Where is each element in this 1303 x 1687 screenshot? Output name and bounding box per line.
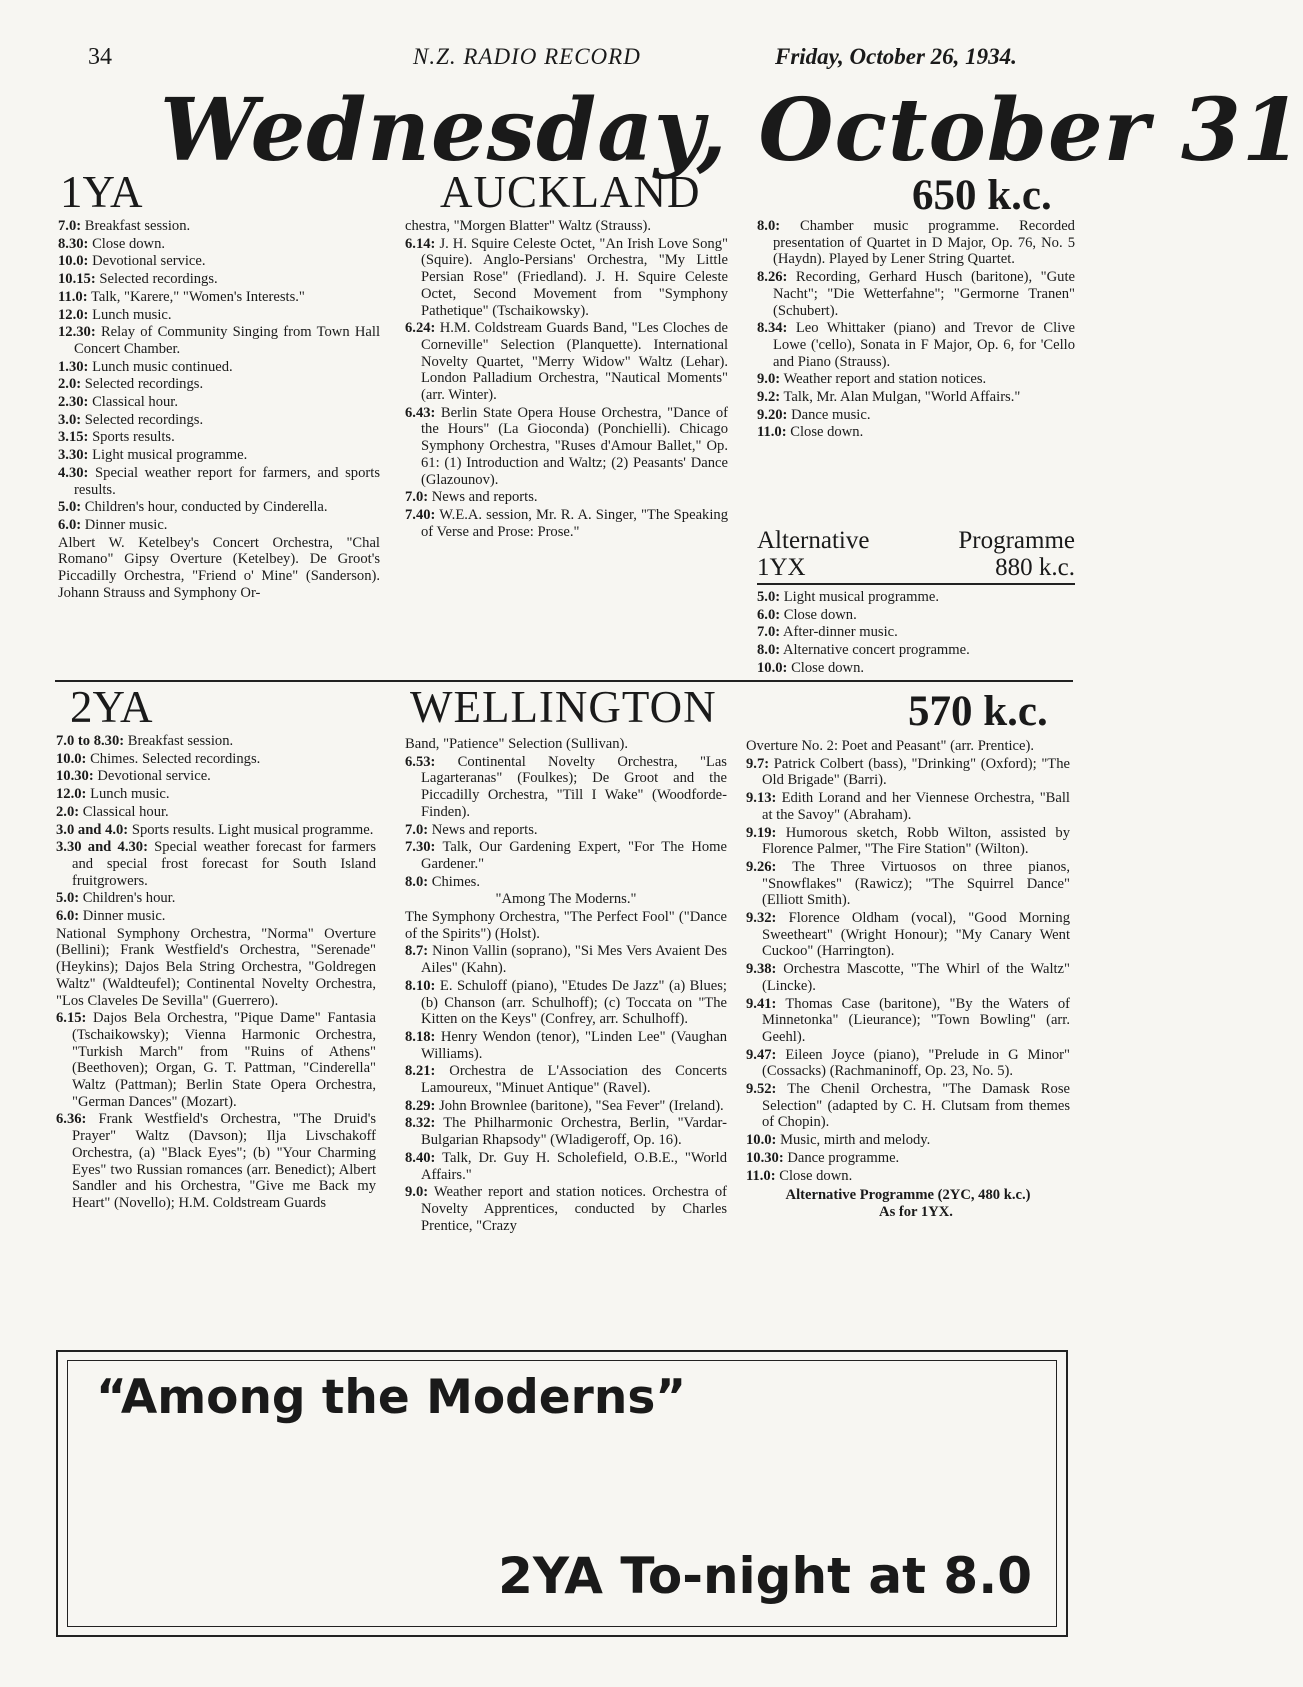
- schedule-entry: [746, 1150, 1070, 1167]
- schedule-entry: [746, 996, 1070, 1046]
- entry-time: 8.40:: [405, 1149, 436, 1166]
- schedule-entry: [405, 891, 727, 908]
- wellington-column-2: [405, 736, 727, 1235]
- entry-time: 6.0:: [757, 606, 781, 623]
- entry-text: After-dinner music.: [782, 624, 898, 641]
- entry-time: Alternative Programme (2YC, 480 k.c.): [785, 1187, 1031, 1204]
- schedule-entry: [405, 839, 727, 872]
- schedule-entry: [56, 1010, 376, 1110]
- schedule-entry: [56, 822, 376, 839]
- entry-text: Albert W. Ketelbey's Concert Orchestra, "Chal Romano" Gipsy Overture (Ketelbey). De Groot's Piccadilly Orchestra, "Friend o' Mine" (Sanderson). Johann Strauss and Symphony Or-: [58, 534, 380, 601]
- entry-time: 2.0:: [58, 376, 82, 393]
- entry-time: 2.0:: [56, 803, 80, 820]
- schedule-entry: [757, 607, 1075, 624]
- schedule-entry: [405, 1098, 727, 1115]
- schedule-entry: [58, 253, 380, 270]
- entry-time: 8.10:: [405, 977, 436, 994]
- entry-time: 7.40:: [405, 506, 436, 523]
- entry-text: Close down.: [783, 606, 857, 623]
- entry-time: 11.0:: [746, 1167, 776, 1184]
- schedule-entry: [58, 465, 380, 498]
- schedule-entry: [58, 376, 380, 393]
- schedule-entry: [746, 961, 1070, 994]
- schedule-entry: [746, 1187, 1070, 1220]
- entry-text: Close down.: [791, 659, 865, 676]
- entry-time: 3.30 and 4.30:: [56, 839, 148, 856]
- entry-text: Edith Lorand and her Viennese Orchestra, "Ball at the Savoy" (Abraham).: [762, 790, 1070, 823]
- schedule-entry: [405, 489, 728, 506]
- entry-time: 3.15:: [58, 429, 89, 446]
- entry-text: Dinner music.: [82, 908, 166, 925]
- entry-text: Florence Oldham (vocal), "Good Morning Sweetheart" (Wright Honour); "My Canary Went Cuckoo" (Harrington).: [762, 910, 1070, 960]
- schedule-entry: [58, 271, 380, 288]
- page-number: 34: [88, 44, 112, 70]
- schedule-entry: [757, 389, 1075, 406]
- entry-text: Sports results.: [92, 429, 175, 446]
- entry-text: Breakfast session.: [84, 218, 191, 234]
- schedule-entry: [56, 751, 376, 768]
- entry-text: The Chenil Orchestra, "The Damask Rose Selection" (adapted by C. H. Clutsam from themes of Chopin).: [762, 1081, 1070, 1131]
- advert-line-1: “Among the Moderns”: [96, 1370, 687, 1425]
- entry-text: Close down.: [779, 1167, 853, 1184]
- wellington-column-1: [56, 733, 376, 1213]
- entry-text: Close down.: [92, 235, 166, 252]
- entry-time: 8.0:: [405, 873, 429, 890]
- alt-title-left: Alternative: [757, 527, 870, 554]
- schedule-entry: [746, 1047, 1070, 1080]
- schedule-entry: [757, 269, 1075, 319]
- entry-text: Dajos Bela Orchestra, "Pique Dame" Fantasia (Tschaikowsky); Vienna Harmonic Orchestra, "Turkish March" from "Ruins of Athens" (Beethoven); Organ, G. T. Pattman, "Cinderella" Waltz (Pattman); Berlin State Opera Orchestra, "German Dances" (Mozart).: [72, 1010, 376, 1110]
- schedule-entry: [757, 589, 1075, 606]
- entry-text: Selected recordings.: [99, 271, 218, 288]
- entry-time: 6.0:: [56, 908, 80, 925]
- entry-text: Lunch music.: [90, 786, 170, 803]
- schedule-entry: [58, 535, 380, 602]
- entry-text: Classical hour.: [82, 803, 169, 820]
- schedule-entry: [56, 733, 376, 750]
- schedule-entry: [405, 507, 728, 540]
- entry-time: 7.0:: [405, 821, 429, 838]
- schedule-entry: [746, 1168, 1070, 1185]
- entry-text: Dance programme.: [787, 1149, 900, 1166]
- entry-time: 9.0:: [757, 371, 781, 388]
- station-call-1ya: 1YA: [60, 167, 143, 217]
- entry-text: Orchestra Mascotte, "The Whirl of the Waltz" (Lincke).: [762, 961, 1070, 994]
- entry-text: Eileen Joyce (piano), "Prelude in G Minor" (Cossacks) (Rachmaninoff, Op. 23, No. 5).: [762, 1046, 1070, 1080]
- entry-time: 6.0:: [58, 516, 82, 533]
- entry-time: 6.36:: [56, 1111, 87, 1128]
- schedule-entry: [58, 359, 380, 376]
- entry-time: 7.30:: [405, 839, 436, 856]
- entry-text: Orchestra de L'Association des Concerts Lamoureux, "Minuet Antique" (Ravel).: [421, 1063, 728, 1097]
- entry-text: chestra, "Morgen Blatter" Waltz (Strauss).: [405, 218, 652, 234]
- issue-date: Friday, October 26, 1934.: [775, 44, 1017, 69]
- entry-time: 10.30:: [56, 768, 94, 785]
- alt-title-right: Programme: [958, 527, 1075, 554]
- entry-text: Band, "Patience" Selection (Sullivan).: [405, 736, 629, 752]
- schedule-entry: [56, 908, 376, 925]
- entry-text: Relay of Community Singing from Town Hall Concert Chamber.: [74, 324, 380, 357]
- entry-time: 8.18:: [405, 1028, 436, 1045]
- entry-text: Continental Novelty Orchestra, "Las Lagarteranas" (Foulkes); De Groot and the Piccadilly Orchestra, "Till I Wake" (Woodforde-Finden).: [421, 753, 727, 820]
- schedule-entry: [58, 429, 380, 446]
- day-title: Wednesday, October 31: [160, 80, 1303, 181]
- entry-text: Talk, Dr. Guy H. Scholefield, O.B.E., "World Affairs.": [421, 1149, 727, 1183]
- entry-text: Talk, Our Gardening Expert, "For The Home Gardener.": [421, 839, 727, 872]
- entry-text: As for 1YX.: [879, 1203, 953, 1220]
- entry-text: Children's hour.: [82, 890, 176, 907]
- schedule-entry: [58, 324, 380, 357]
- schedule-entry: [405, 754, 727, 821]
- schedule-entry: [746, 910, 1070, 960]
- schedule-entry: [58, 218, 380, 235]
- schedule-entry: [746, 1081, 1070, 1131]
- schedule-entry: [757, 218, 1075, 268]
- entry-time: 6.15:: [56, 1010, 87, 1027]
- schedule-entry: [757, 407, 1075, 424]
- entry-time: 2.30:: [58, 394, 89, 411]
- entry-time: 10.15:: [58, 271, 96, 288]
- entry-time: 7.0 to 8.30:: [56, 733, 125, 749]
- schedule-entry: [757, 320, 1075, 370]
- schedule-entry: [58, 499, 380, 516]
- entry-text: E. Schuloff (piano), "Etudes De Jazz" (a) Blues; (b) Chanson (arr. Schulhoff); (c) Toccata on "The Kitten on the Keys" (Confrey, arr. Schulhoff).: [421, 977, 727, 1028]
- station-freq-570: 570 k.c.: [908, 688, 1048, 735]
- entry-time: 9.13:: [746, 790, 777, 807]
- entry-text: Sports results. Light musical programme.: [131, 821, 374, 838]
- schedule-entry: [58, 289, 380, 306]
- entry-time: 9.47:: [746, 1046, 777, 1063]
- entry-time: 11.0:: [58, 288, 88, 305]
- station-city-auckland: AUCKLAND: [440, 167, 701, 217]
- advert-box: [56, 1350, 1068, 1637]
- schedule-entry: [757, 371, 1075, 388]
- entry-text: The Philharmonic Orchestra, Berlin, "Vardar-Bulgarian Rhapsody" (Wladigeroff, Op. 16).: [421, 1115, 727, 1149]
- schedule-entry: [58, 236, 380, 253]
- entry-time: 8.30:: [58, 235, 89, 252]
- entry-text: Selected recordings.: [84, 411, 204, 428]
- entry-text: Weather report and station notices. Orchestra of Novelty Apprentices, conducted by Charles Prentice, "Crazy: [421, 1184, 727, 1234]
- entry-text: Special weather report for farmers, and sports results.: [74, 464, 380, 498]
- entry-time: 9.7:: [746, 755, 770, 772]
- alt-freq: 880 k.c.: [995, 554, 1075, 581]
- schedule-entry: [405, 978, 727, 1028]
- entry-text: Close down.: [790, 424, 864, 441]
- entry-time: 9.19:: [746, 824, 777, 841]
- schedule-entry: [58, 517, 380, 534]
- entry-time: 6.24:: [405, 320, 436, 337]
- entry-text: Weather report and station notices.: [783, 371, 987, 388]
- entry-text: Lunch music continued.: [92, 358, 233, 375]
- entry-time: 8.21:: [405, 1063, 436, 1080]
- entry-time: 9.0:: [405, 1184, 429, 1201]
- schedule-entry: [746, 1132, 1070, 1149]
- schedule-entry: [58, 412, 380, 429]
- auckland-column-1: [58, 218, 380, 602]
- entry-text: John Brownlee (baritone), "Sea Fever" (Ireland).: [439, 1097, 724, 1114]
- entry-text: Special weather forecast for farmers and special frost forecast for South Island fruitgrowers.: [72, 839, 376, 889]
- entry-text: News and reports.: [431, 489, 538, 506]
- entry-time: 7.0:: [405, 489, 429, 506]
- entry-time: 7.0:: [757, 624, 781, 641]
- entry-time: 5.0:: [56, 890, 80, 907]
- entry-text: Alternative concert programme.: [782, 642, 970, 659]
- entry-text: Children's hour, conducted by Cinderella.: [84, 499, 328, 516]
- schedule-entry: [757, 424, 1075, 441]
- schedule-entry: [56, 768, 376, 785]
- auckland-column-3: [757, 218, 1075, 442]
- entry-time: 9.38:: [746, 961, 777, 978]
- schedule-entry: [746, 825, 1070, 858]
- entry-text: W.E.A. session, Mr. R. A. Singer, "The Speaking of Verse and Prose: Prose.": [421, 506, 728, 540]
- entry-text: The Symphony Orchestra, "The Perfect Fool" ("Dance of the Spirits") (Holst).: [405, 909, 727, 942]
- entry-text: Classical hour.: [92, 394, 178, 411]
- entry-time: 6.53:: [405, 753, 436, 770]
- schedule-entry: [405, 822, 727, 839]
- publication-name: N.Z. RADIO RECORD: [413, 44, 641, 69]
- entry-text: Chimes. Selected recordings.: [90, 750, 261, 767]
- entry-time: 6.43:: [405, 404, 436, 421]
- schedule-entry: [56, 786, 376, 803]
- schedule-entry: [405, 874, 727, 891]
- entry-time: 10.0:: [746, 1132, 777, 1149]
- entry-text: The Three Virtuosos on three pianos, "Snowflakes" (Rawicz); "The Squirrel Dance" (Elliott Smith).: [762, 858, 1070, 909]
- entry-time: 11.0:: [757, 424, 787, 441]
- entry-time: 10.0:: [56, 750, 87, 767]
- entry-time: 8.26:: [757, 269, 788, 286]
- entry-text: H.M. Coldstream Guards Band, "Les Cloches de Corneville" Selection (Planquette). International Novelty Quartet, "Merry Widow" Waltz (Lehar). London Palladium Orchestra, "Nautical Moments" (arr. Winter).: [421, 320, 728, 404]
- entry-time: 12.0:: [56, 786, 87, 803]
- entry-text: Chimes.: [431, 873, 481, 890]
- schedule-entry: [405, 1184, 727, 1234]
- schedule-entry: [405, 405, 728, 489]
- entry-time: 9.52:: [746, 1081, 777, 1098]
- advert-line-2: 2YA To-night at 8.0: [498, 1547, 1032, 1605]
- entry-text: Talk, "Karere," "Women's Interests.": [90, 288, 305, 305]
- entry-text: Devotional service.: [97, 768, 211, 785]
- entry-text: "Among The Moderns.": [495, 891, 637, 908]
- alt-rule: [757, 583, 1075, 585]
- auckland-column-2: [405, 218, 728, 541]
- entry-time: 9.26:: [746, 858, 777, 875]
- entry-time: 8.29:: [405, 1097, 436, 1114]
- entry-text: Recording, Gerhard Husch (baritone), "Gute Nacht"; "Die Wetterfahne"; "Germorne Tranen" (Schubert).: [773, 269, 1075, 319]
- schedule-entry: [757, 642, 1075, 659]
- entry-time: 8.7:: [405, 943, 429, 960]
- schedule-entry: [757, 660, 1075, 677]
- alternative-programme-1yx: [757, 527, 1075, 678]
- entry-text: Ninon Vallin (soprano), "Si Mes Vers Avaient Des Ailes" (Kahn).: [421, 943, 727, 977]
- entry-text: Berlin State Opera House Orchestra, "Dance of the Hours" (La Gioconda) (Ponchielli). Chicago Symphony Orchestra, "Ruses d'Amour Ballet," Op. 61: (1) Introduction and Waltz; (2) Peasants' Dance (Glazounov).: [421, 404, 728, 488]
- entry-text: National Symphony Orchestra, "Norma" Overture (Bellini); Frank Westfield's Orchestra, "Serenade" (Heykins); Dajos Bela String Orchestra, "Goldregen Waltz" (Waldteufel); Continental Novelty Orchestra, "Los Claveles De Sevilla" (Guerrero).: [56, 925, 376, 1009]
- entry-text: Selected recordings.: [84, 376, 204, 393]
- station-freq-650: 650 k.c.: [912, 172, 1052, 219]
- schedule-entry: [405, 236, 728, 320]
- schedule-entry: [746, 738, 1070, 755]
- station-call-2ya: 2YA: [70, 682, 153, 732]
- entry-text: Dance music.: [791, 406, 871, 423]
- schedule-entry: [405, 1029, 727, 1062]
- entry-time: 3.30:: [58, 447, 89, 464]
- schedule-entry: [58, 307, 380, 324]
- schedule-entry: [757, 624, 1075, 641]
- entry-text: News and reports.: [431, 821, 538, 838]
- entry-time: 12.30:: [58, 324, 96, 341]
- schedule-entry: [405, 736, 727, 753]
- entry-time: 1.30:: [58, 358, 89, 375]
- schedule-entry: [405, 320, 728, 404]
- entry-text: Overture No. 2: Poet and Peasant" (arr. Prentice).: [746, 738, 1035, 754]
- entry-time: 3.0 and 4.0:: [56, 821, 129, 838]
- entry-text: Patrick Colbert (bass), "Drinking" (Oxford); "The Old Brigade" (Barri).: [762, 755, 1070, 789]
- schedule-entry: [405, 1063, 727, 1096]
- wellington-column-3: [746, 738, 1070, 1222]
- schedule-entry: [405, 943, 727, 976]
- schedule-entry: [58, 447, 380, 464]
- entry-time: 12.0:: [58, 306, 89, 323]
- entry-time: 9.41:: [746, 995, 777, 1012]
- schedule-entry: [405, 909, 727, 942]
- schedule-entry: [405, 1150, 727, 1183]
- schedule-entry: [405, 1115, 727, 1148]
- entry-time: 9.20:: [757, 406, 788, 423]
- entry-time: 4.30:: [58, 464, 89, 481]
- entry-time: 8.34:: [757, 320, 788, 337]
- entry-text: Humorous sketch, Robb Wilton, assisted by Florence Palmer, "The Fire Station" (Wilton).: [762, 824, 1070, 858]
- entry-time: 6.14:: [405, 235, 436, 252]
- entry-text: Devotional service.: [92, 253, 206, 270]
- entry-text: Music, mirth and melody.: [780, 1132, 931, 1149]
- entry-text: Leo Whittaker (piano) and Trevor de Clive Lowe ('cello), Sonata in F Major, Op. 6, for 'Cello and Piano (Strauss).: [773, 320, 1075, 370]
- entry-time: 7.0:: [58, 218, 82, 234]
- entry-text: Henry Wendon (tenor), "Linden Lee" (Vaughan Williams).: [421, 1028, 727, 1062]
- alt-list: [757, 589, 1075, 677]
- entry-text: Breakfast session.: [127, 733, 234, 749]
- schedule-entry: [56, 839, 376, 889]
- entry-time: 10.0:: [58, 253, 89, 270]
- entry-time: 5.0:: [58, 499, 82, 516]
- schedule-entry: [746, 756, 1070, 789]
- entry-text: Light musical programme.: [92, 447, 248, 464]
- entry-time: 3.0:: [58, 411, 82, 428]
- entry-time: 5.0:: [757, 589, 781, 605]
- entry-text: Frank Westfield's Orchestra, "The Druid's Prayer" Waltz (Davson); Ilja Livschakoff Orchestra, (a) "Black Eyes"; (b) "Your Charming Eyes" two Russian romances (arr. Benedict); Albert Sandler and his Orchestra, "Give me Back my Heart" (Novello); H.M. Coldstream Guards: [72, 1111, 376, 1211]
- schedule-entry: [405, 218, 728, 235]
- entry-text: Dinner music.: [84, 516, 168, 533]
- entry-time: 8.0:: [757, 218, 781, 234]
- entry-time: 9.32:: [746, 910, 777, 927]
- schedule-entry: [746, 859, 1070, 909]
- entry-text: Thomas Case (baritone), "By the Waters of Minnetonka" (Lieurance); "Town Bowling" (arr. Geehl).: [762, 995, 1071, 1045]
- entry-text: Chamber music programme. Recorded presentation of Quartet in D Major, Op. 76, No. 5 (Haydn). Played by Lener String Quartet.: [773, 218, 1075, 268]
- schedule-entry: [56, 1111, 376, 1211]
- entry-text: Light musical programme.: [783, 589, 939, 605]
- entry-text: Talk, Mr. Alan Mulgan, "World Affairs.": [783, 389, 1021, 406]
- entry-time: 8.0:: [757, 642, 781, 659]
- schedule-entry: [56, 926, 376, 1010]
- entry-time: 10.30:: [746, 1149, 784, 1166]
- station-city-wellington: WELLINGTON: [410, 682, 717, 732]
- entry-text: J. H. Squire Celeste Octet, "An Irish Love Song" (Squire). Anglo-Persians' Orchestra, "My Little Persian Rose" (Friedland). J. H. Squire Celeste Octet, Second Movement from "Symphony Pathetique" (Tschaikowsky).: [421, 235, 728, 319]
- entry-time: 8.32:: [405, 1115, 436, 1132]
- schedule-entry: [56, 890, 376, 907]
- entry-time: 10.0:: [757, 659, 788, 676]
- schedule-entry: [58, 394, 380, 411]
- alt-call: 1YX: [757, 554, 806, 581]
- schedule-entry: [56, 804, 376, 821]
- entry-time: 9.2:: [757, 389, 781, 406]
- schedule-entry: [746, 790, 1070, 823]
- entry-text: Lunch music.: [92, 306, 172, 323]
